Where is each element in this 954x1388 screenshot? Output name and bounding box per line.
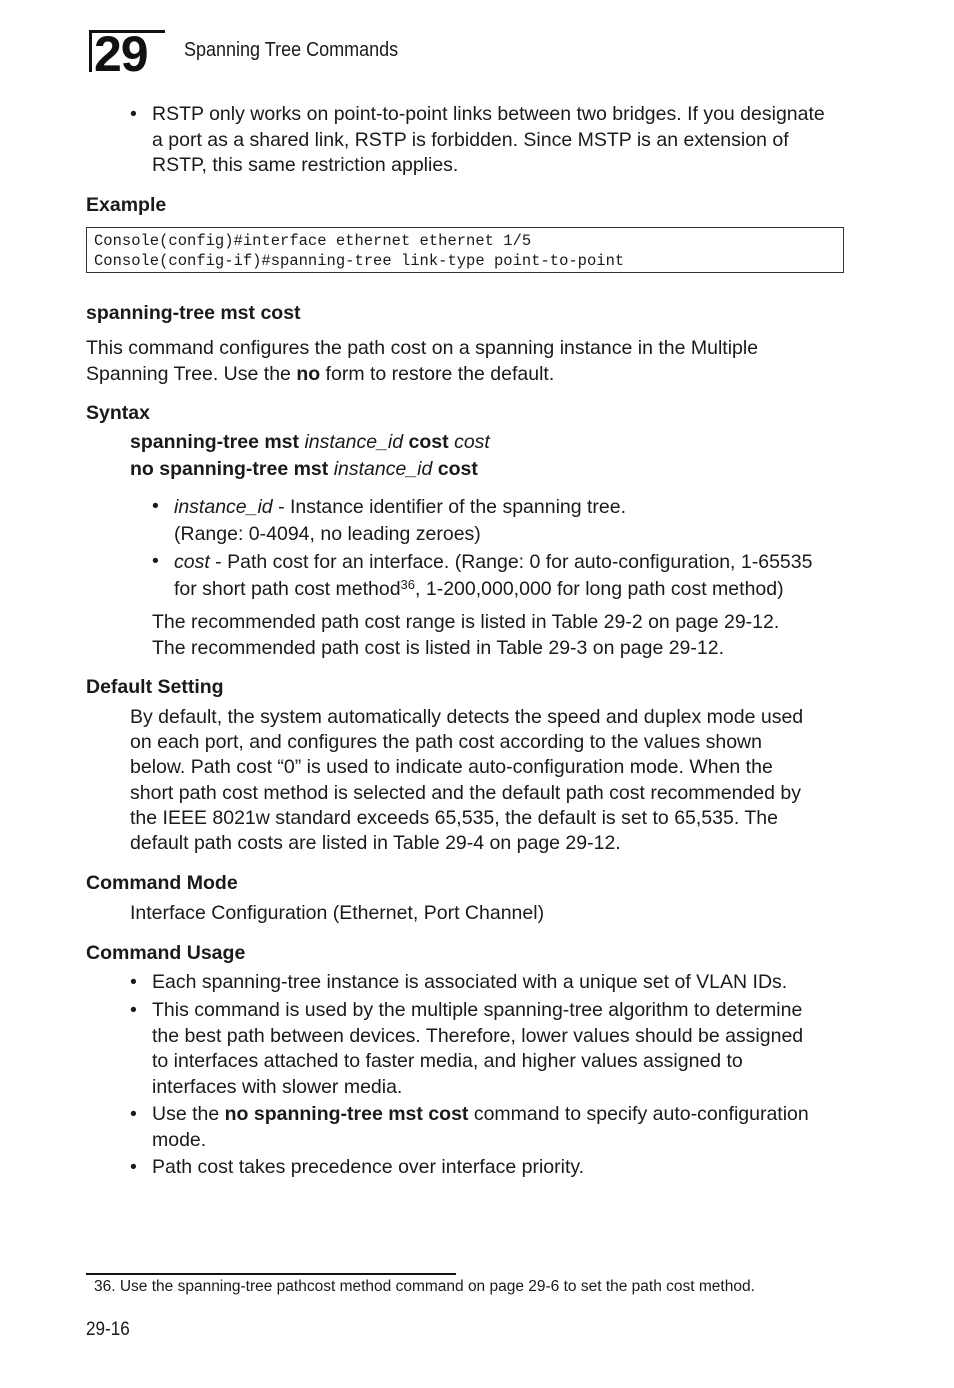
command-usage-heading: Command Usage [86,942,246,964]
syntax-lines [130,430,490,482]
text-line: the best path between devices. Therefore, lower values should be assigned [152,1024,804,1047]
command-mode-text: Interface Configuration (Ethernet, Port Channel) [130,902,545,924]
text-line: The recommended path cost range is listed in Table 29-2 on page 29-12. [152,611,780,633]
syntax-note [152,610,779,661]
usage-bullet-2 [152,998,803,1100]
text-line: default path costs are listed in Table 29-4 on page 29-12. [130,832,621,855]
text-line: This command configures the path cost on a spanning instance in the Multiple [86,337,759,359]
bold-text: no spanning-tree mst [130,457,329,480]
bold-text: cost [437,457,478,480]
text-line: the IEEE 8021w standard exceeds 65,535, the default is set to 65,535. The [130,806,778,829]
text-line [174,576,812,603]
running-title: Spanning Tree Commands [184,39,399,61]
usage-bullet-3 [152,1102,809,1153]
bullet-glyph: • [130,1156,137,1178]
bullet-glyph: • [130,103,137,125]
text-line [152,1102,809,1128]
text-span: Use the [152,1103,225,1125]
param-cost [174,549,812,603]
text-span: , 1-200,000,000 for long path cost method) [415,578,784,600]
param-instance-id [174,494,626,548]
text-line: RSTP, this same restriction applies. [152,154,459,176]
bullet-glyph: • [152,495,159,517]
text-line: a port as a shared link, RSTP is forbidden. Since MSTP is an extension of [152,128,789,151]
usage-bullet-4: Path cost takes precedence over interface priority. [152,1156,585,1178]
intro-bullet-text [152,102,825,179]
text-line: below. Path cost “0” is used to indicate auto-configuration mode. When the [130,756,773,779]
command-mode-heading: Command Mode [86,872,238,894]
chapter-number: 29 [89,30,165,72]
footnote-rule [86,1273,456,1275]
text-line [86,362,758,388]
default-setting-heading: Default Setting [86,676,224,698]
page-number: 29-16 [86,1319,130,1340]
code-example [86,227,844,273]
text-span: - Path cost for an interface. (Range: 0 for auto-configuration, 1-65535 [209,551,813,573]
text-line: RSTP only works on point-to-point links between two bridges. If you designate [152,103,825,125]
text-span: Spanning Tree. Use the [86,362,297,385]
text-line: on each port, and configures the path cost according to the values shown [130,731,762,754]
text-line: interfaces with slower media. [152,1075,403,1098]
bullet-glyph: • [152,550,159,572]
text-line: mode. [152,1128,207,1151]
text-line: The recommended path cost is listed in Table 29-3 on page 29-12. [152,636,724,659]
italic-text: cost [454,431,490,453]
command-description [86,336,758,387]
italic-text: instance_id [304,431,404,453]
code-line: Console(config-if)#spanning-tree link-type point-to-point [94,252,625,270]
bullet-glyph: • [130,999,137,1021]
command-title: spanning-tree mst cost [86,302,301,324]
text-line: By default, the system automatically detects the speed and duplex mode used [130,706,804,728]
code-line: Console(config)#interface ethernet ethernet 1/5 [94,232,532,250]
bullet-glyph: • [130,971,137,993]
footnote-ref[interactable]: 36 [400,577,416,592]
italic-text: instance_id [174,496,273,518]
footnote-text: 36. Use the spanning-tree pathcost method command on page 29-6 to set the path cost method. [94,1278,755,1295]
text-span: form to restore the default. [320,362,555,385]
bold-text: no spanning-tree mst cost [224,1103,469,1125]
text-line: This command is used by the multiple spanning-tree algorithm to determine [152,999,803,1021]
text-line [174,494,626,521]
italic-text: instance_id [333,457,433,480]
text-line [174,549,812,576]
text-span: command to specify auto-configuration [468,1103,809,1125]
bold-text: cost [408,431,449,453]
text-line: to interfaces attached to faster media, and higher values assigned to [152,1050,743,1072]
italic-text: cost [174,551,210,573]
example-heading: Example [86,194,167,216]
bold-text: no [296,362,321,385]
bold-text: spanning-tree mst [130,431,300,453]
syntax-line-1 [130,430,490,456]
syntax-heading: Syntax [86,402,150,424]
text-span: - Instance identifier of the spanning tree. [272,496,627,518]
syntax-line-2 [130,457,490,483]
bullet-glyph: • [130,1103,137,1125]
text-line: short path cost method is selected and the default path cost recommended by [130,781,801,804]
text-line: (Range: 0-4094, no leading zeroes) [174,523,481,545]
text-span: for short path cost method [174,578,401,600]
default-setting-text [130,705,803,856]
usage-bullet-1: Each spanning-tree instance is associated with a unique set of VLAN IDs. [152,971,788,993]
